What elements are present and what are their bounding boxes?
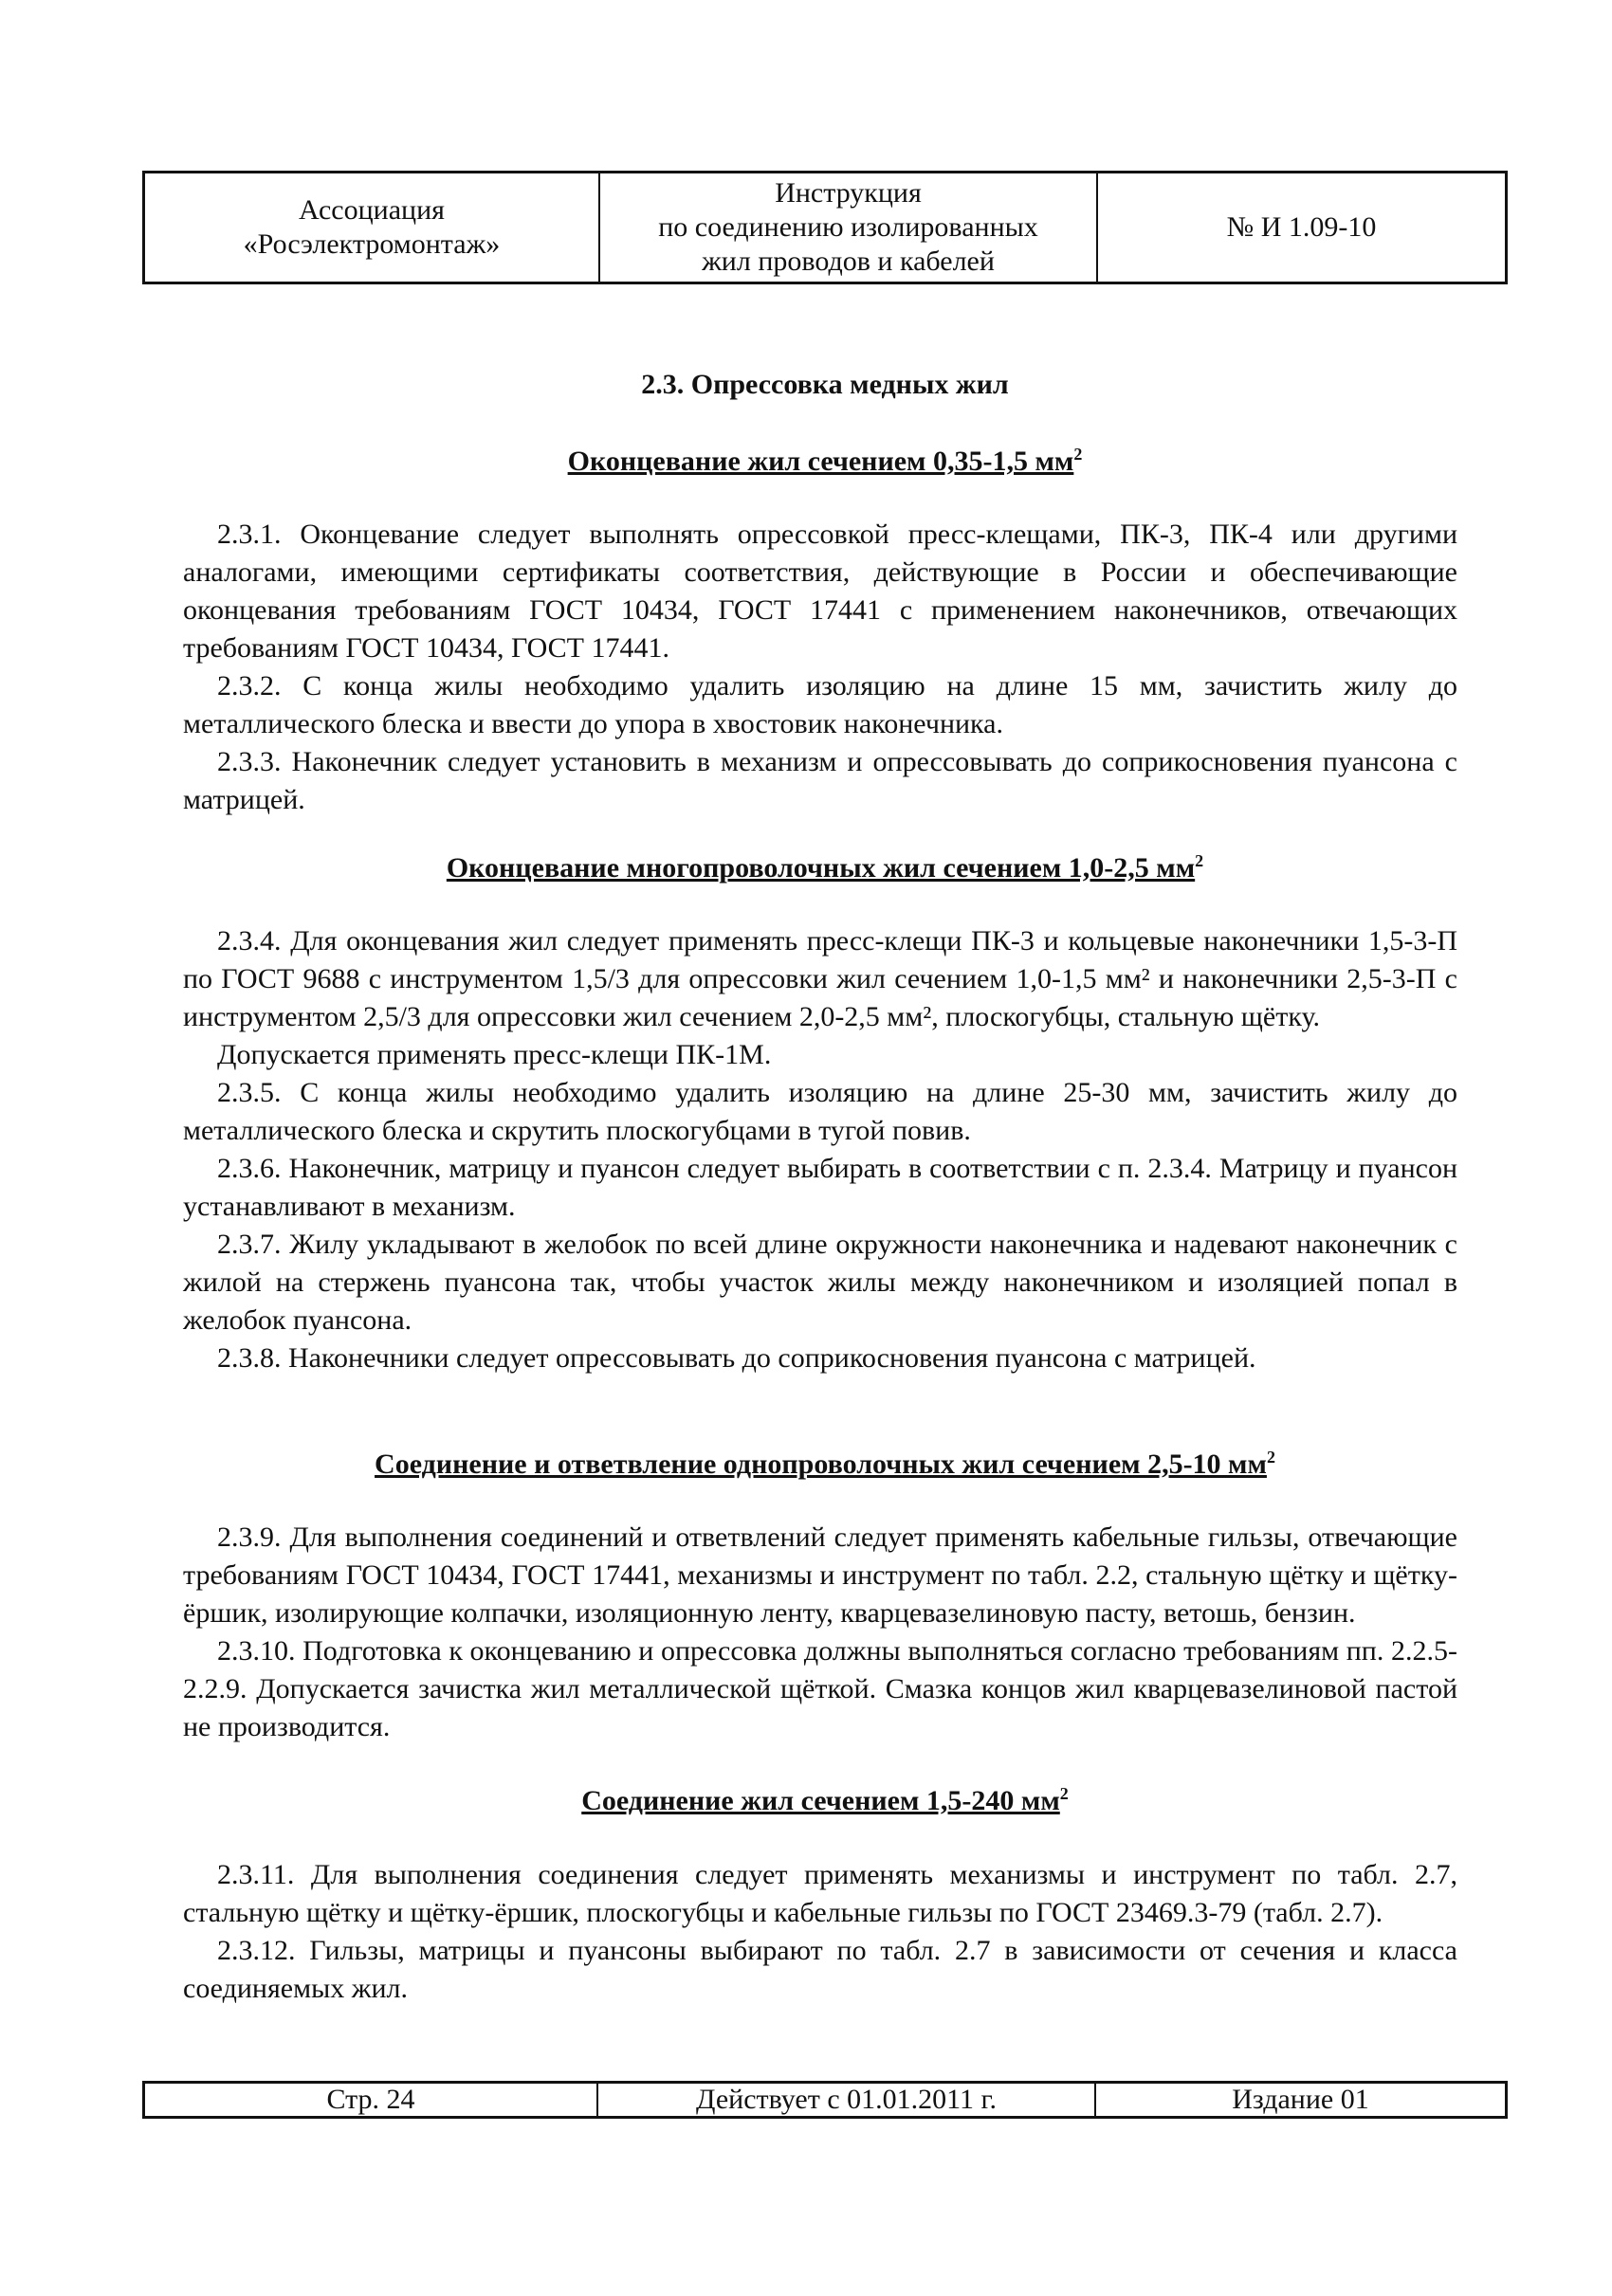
subsection-title [142, 1782, 1508, 1820]
header-document-title [600, 173, 1098, 282]
superscript: 2 [1195, 851, 1204, 870]
org-line: «Росэлектромонтаж» [243, 228, 501, 260]
subsection-title [142, 849, 1508, 887]
paragraph: 2.3.11. Для выполнения соединения следует применять механизмы и инструмент по табл. 2.7, стальную щётку и щётку-ёршик, плоскогубцы и кабельные гильзы по ГОСТ 23469.3-79 (табл. 2.7). [183, 1859, 1457, 1928]
paragraph: Допускается применять пресс-клещи ПК-1М. [217, 1039, 772, 1070]
paragraph: 2.3.9. Для выполнения соединений и ответвлений следует применять кабельные гильзы, отвечающие требованиям ГОСТ 10434, ГОСТ 17441, механизмы и инструмент по табл. 2.2, стальную щётку и щётку-ёршик, изолирующие колпачки, изоляционную ленту, кварцевазелиновую пасту, ветошь, бензин. [183, 1522, 1457, 1629]
subsection-title [142, 443, 1508, 481]
footer-effective-date: Действует с 01.01.2011 г. [598, 2084, 1096, 2116]
subsection-title [142, 1446, 1508, 1484]
paragraph: 2.3.10. Подготовка к оконцеванию и опрессовка должны выполняться согласно требованиям пп. 2.2.5-2.2.9. Допускается зачистка жил металлической щёткой. Смазка концов жил кварцевазелиновой пастой не производится. [183, 1635, 1457, 1742]
paragraph: 2.3.12. Гильзы, матрицы и пуансоны выбирают по табл. 2.7 в зависимости от сечения и класса соединяемых жил. [183, 1935, 1457, 2004]
paragraph: 2.3.7. Жилу укладывают в желобок по всей длине окружности наконечника и надевают наконечник с жилой на стержень пуансона так, чтобы участок жилы между наконечником и изоляцией попал в желобок пуансона. [183, 1229, 1457, 1336]
paragraph: 2.3.2. С конца жилы необходимо удалить изоляцию на длине 15 мм, зачистить жилу до металлического блеска и ввести до упора в хвостовик наконечника. [183, 670, 1457, 739]
header-document-number [1098, 173, 1505, 282]
paragraph: 2.3.6. Наконечник, матрицу и пуансон следует выбирать в соответствии с п. 2.3.4. Матрицу и пуансон устанавливают в механизм. [183, 1153, 1457, 1222]
paragraph: 2.3.5. С конца жилы необходимо удалить изоляцию на длине 25-30 мм, зачистить жилу до металлического блеска и скрутить плоскогубцами в тугой повив. [183, 1077, 1457, 1146]
header-table [142, 171, 1508, 284]
subsection-body [183, 1856, 1457, 2008]
subsection-body [183, 1519, 1457, 1746]
footer-edition: Издание 01 [1232, 2084, 1369, 2115]
superscript: 2 [1266, 1448, 1275, 1467]
footer-table [142, 2081, 1508, 2119]
section-title: 2.3. Опрессовка медных жил [641, 369, 1009, 400]
subsection-title-text: Соединение жил сечением 1,5-240 мм [581, 1785, 1060, 1816]
subsection-body [183, 922, 1457, 1377]
header-organization [145, 173, 600, 282]
subsection-title-text: Соединение и ответвление однопроволочных жил сечением 2,5-10 мм [375, 1449, 1267, 1480]
paragraph: 2.3.8. Наконечники следует опрессовывать до соприкосновения пуансона с матрицей. [217, 1342, 1256, 1374]
doc-title-line: Инструкция [775, 177, 922, 209]
subsection-body [183, 516, 1457, 819]
footer-page-number: Стр. 24 [145, 2084, 598, 2116]
paragraph: 2.3.1. Оконцевание следует выполнять опрессовкой пресс-клещами, ПК-3, ПК-4 или другими аналогами, имеющими сертификаты соответствия, действующие в России и обеспечивающие оконцевания требованиям ГОСТ 10434, ГОСТ 17441 с применением наконечников, отвечающих требованиям ГОСТ 10434, ГОСТ 17441. [183, 519, 1457, 664]
superscript: 2 [1059, 1784, 1069, 1803]
doc-title-line: жил проводов и кабелей [702, 246, 995, 277]
subsection-title-text: Оконцевание многопроволочных жил сечением 1,0-2,5 мм [446, 852, 1196, 884]
org-line: Ассоциация [299, 194, 445, 226]
paragraph: 2.3.4. Для оконцевания жил следует применять пресс-клещи ПК-3 и кольцевые наконечники 1,5-3-П по ГОСТ 9688 с инструментом 1,5/3 для опрессовки жил сечением 1,0-1,5 мм² и наконечники 2,5-3-П с инструментом 2,5/3 для опрессовки жил сечением 2,0-2,5 мм², плоскогубцы, стальную щётку. [183, 925, 1457, 1032]
superscript: 2 [1073, 445, 1083, 464]
doc-title-line: по соединению изолированных [658, 211, 1038, 243]
paragraph: 2.3.3. Наконечник следует установить в механизм и опрессовывать до соприкосновения пуансона с матрицей. [183, 746, 1457, 815]
doc-number: № И 1.09-10 [1226, 211, 1377, 243]
subsection-title-text: Оконцевание жил сечением 0,35-1,5 мм [567, 446, 1074, 477]
